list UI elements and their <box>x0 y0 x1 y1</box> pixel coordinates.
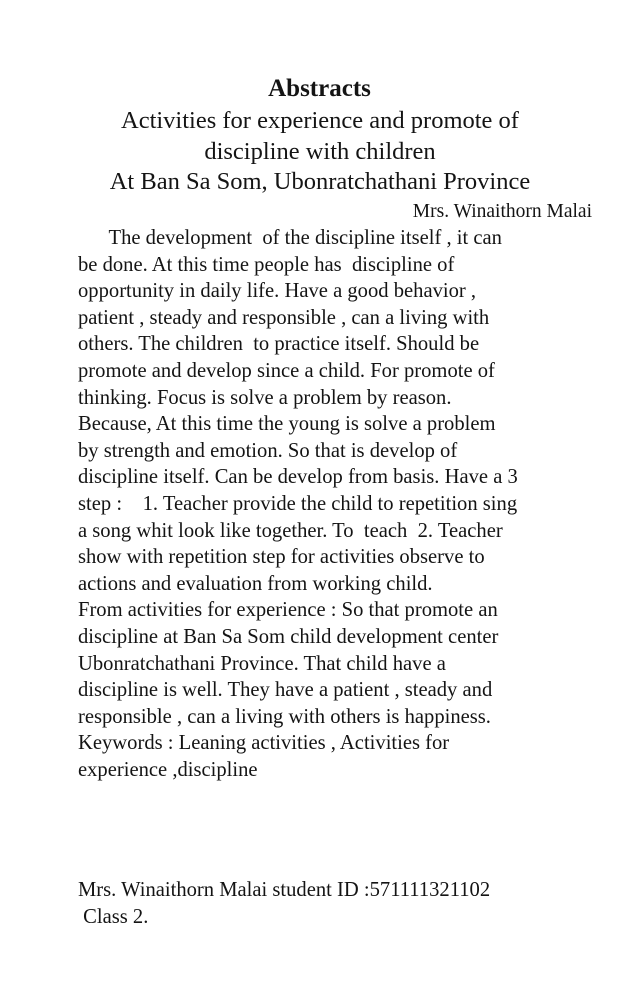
document-title: Abstracts <box>268 75 371 102</box>
body-line: The development of the discipline itself , it can <box>78 227 502 249</box>
subtitle-line: At Ban Sa Som, Ubonratchathani Province <box>109 168 531 195</box>
body-line: thinking. Focus is solve a problem by reason. <box>78 386 452 409</box>
body-line: others. The children to practice itself. Should be <box>78 333 480 356</box>
subtitle-line: discipline with children <box>204 137 436 165</box>
abstract-body <box>78 225 578 783</box>
body-line: discipline itself. Can be develop from basis. Have a 3 <box>78 466 518 489</box>
class-line: Class 2. <box>78 905 149 928</box>
body-line: be done. At this time people has discipline of <box>78 253 455 276</box>
document-subtitle <box>70 106 570 198</box>
body-line: actions and evaluation from working child. <box>78 572 433 595</box>
body-line: a song whit look like together. To teach 2. Teacher <box>78 519 503 542</box>
author-name: Mrs. Winaithorn Malai <box>412 201 592 222</box>
subtitle-line: Activities for experience and promote of <box>121 107 519 134</box>
body-line: patient , steady and responsible , can a living with <box>78 306 490 329</box>
body-line: responsible , can a living with others is happiness. <box>78 705 491 728</box>
keywords-line: Keywords : Leaning activities , Activities for <box>78 732 450 755</box>
body-line: by strength and emotion. So that is develop of <box>78 439 458 462</box>
body-line: step : 1. Teacher provide the child to repetition sing <box>78 492 518 515</box>
student-id-line: Mrs. Winaithorn Malai student ID :571111321102 <box>78 879 491 901</box>
body-line: From activities for experience : So that promote an <box>78 599 498 622</box>
body-line: Because, At this time the young is solve a problem <box>78 413 496 436</box>
keywords-line: experience ,discipline <box>78 758 258 781</box>
body-line: promote and develop since a child. For promote of <box>78 359 495 382</box>
student-info <box>78 877 598 930</box>
body-line: show with repetition step for activities observe to <box>78 546 485 569</box>
body-line: discipline at Ban Sa Som child development center <box>78 625 499 648</box>
body-line: discipline is well. They have a patient , steady and <box>78 679 493 702</box>
body-line: opportunity in daily life. Have a good behavior , <box>78 280 477 303</box>
body-line: Ubonratchathani Province. That child have a <box>78 652 446 675</box>
